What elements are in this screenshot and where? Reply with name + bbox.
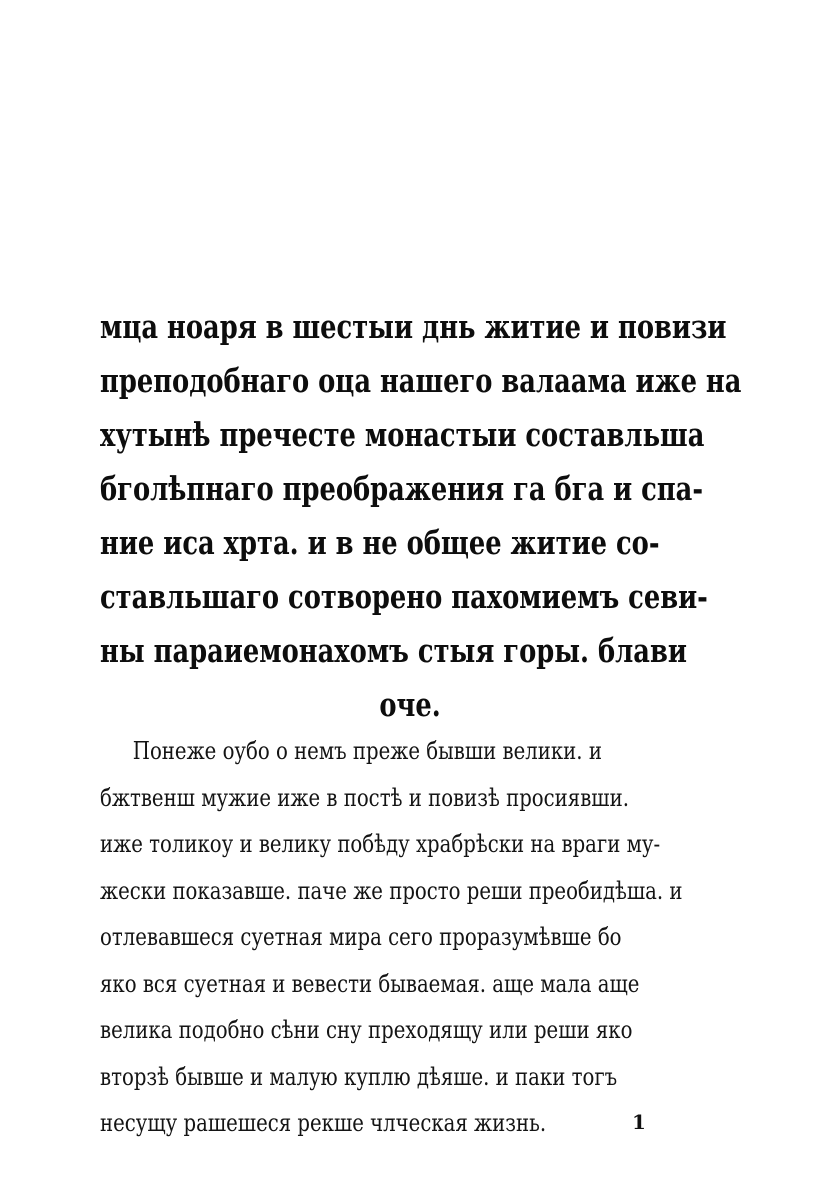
page-number: 1 [632, 1110, 646, 1134]
document-title [100, 300, 742, 732]
body-text [100, 728, 720, 1147]
body-line-8: вторзѣ бывше и малую куплю дѣяше. и паки тогъ [100, 1062, 618, 1091]
body-line-9: несущу рашешеся рекше члческая жизнь. [100, 1109, 547, 1137]
title-line-3: хутынѣ пречесте монастыи составльша [100, 415, 705, 454]
title-line-4: бголѣпнаго преображения га бга и спа- [100, 469, 704, 508]
title-line-7: ны параиемонахомъ стыя горы. блави [100, 631, 687, 670]
body-line-3: иже толикоу и велику побѣду храбрѣски на враги му- [100, 830, 661, 858]
body-line-4: жески показавше. паче же просто реши преобидѣша. и [100, 876, 683, 905]
title-line-2: преподобнаго оца нашего валаама иже на [100, 361, 742, 400]
body-line-6: яко вся суетная и вевести бываемая. аще мала аще [100, 969, 640, 998]
body-line-1: Понеже оубо о немъ преже бывши велики. и [132, 737, 602, 765]
title-line-1: мца ноаря в шестыи днь житие и повизи [100, 307, 727, 346]
title-line-6: ставльшаго сотворено пахомиемъ севи- [100, 577, 708, 616]
body-line-7: велика подобно сѣни сну преходящу или реши яко [100, 1016, 633, 1044]
body-line-5: отлевавшеся суетная мира сего проразумѣвше бо [100, 923, 622, 951]
title-line-8: оче. [379, 685, 441, 724]
body-line-2: бжтвенш мужие иже в постѣ и повизѣ просиявши. [100, 783, 629, 812]
title-line-5: ние иса хрта. и в не общее житие со- [100, 523, 660, 562]
